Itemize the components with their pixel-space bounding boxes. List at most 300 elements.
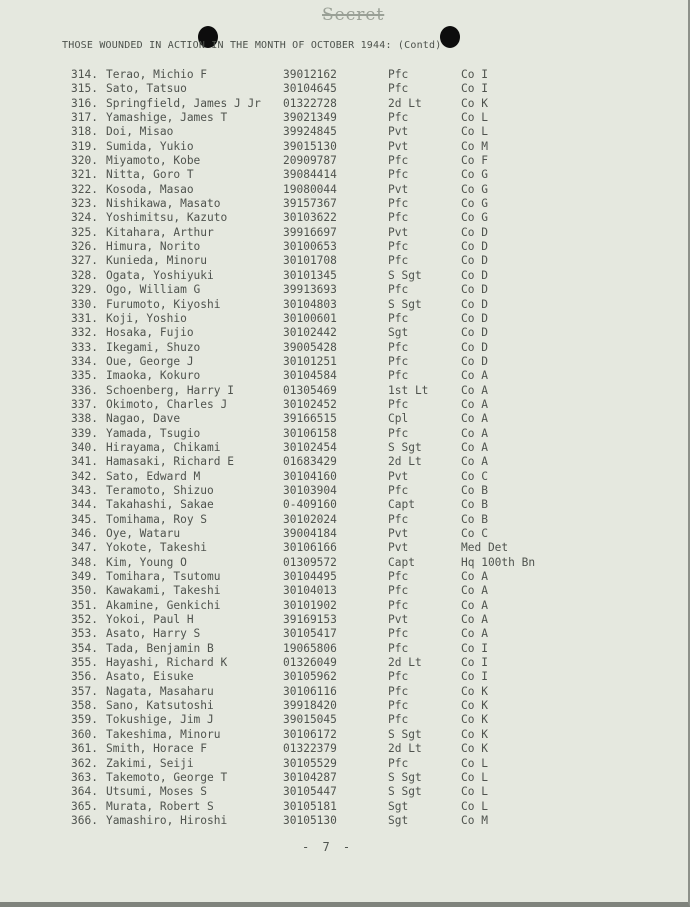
serial-number: 39084414 — [283, 168, 337, 182]
soldier-name: Smith, Horace F — [106, 742, 208, 756]
table-row — [0, 670, 690, 684]
serial-number: 30101902 — [283, 598, 337, 612]
soldier-name: Asato, Eisuke — [106, 670, 194, 684]
unit: Co A — [461, 369, 488, 383]
entry-number: 351. — [71, 598, 98, 612]
entry-number: 355. — [71, 656, 98, 670]
serial-number: 20909787 — [283, 154, 337, 168]
serial-number: 39166515 — [283, 412, 337, 426]
entry-number: 344. — [71, 498, 98, 512]
entry-number: 325. — [71, 225, 98, 239]
unit: Co D — [461, 254, 488, 268]
rank: S Sgt — [388, 727, 422, 741]
table-row — [0, 685, 690, 699]
unit: Co K — [461, 699, 488, 713]
table-row — [0, 312, 690, 326]
unit: Co D — [461, 225, 488, 239]
soldier-name: Hamasaki, Richard E — [106, 455, 234, 469]
unit: Co L — [461, 770, 488, 784]
unit: Co I — [461, 82, 488, 96]
entry-number: 327. — [71, 254, 98, 268]
serial-number: 30102452 — [283, 397, 337, 411]
serial-number: 30104160 — [283, 469, 337, 483]
soldier-name: Takeshima, Minoru — [106, 727, 221, 741]
rank: Pfc — [388, 68, 409, 81]
unit: Co A — [461, 613, 488, 627]
serial-number: 30105962 — [283, 670, 337, 684]
unit: Co K — [461, 96, 488, 110]
table-row — [0, 398, 690, 412]
unit: Co D — [461, 340, 488, 354]
table-row — [0, 785, 690, 799]
entry-number: 365. — [71, 799, 98, 813]
unit: Co D — [461, 311, 488, 325]
soldier-name: Sano, Katsutoshi — [106, 699, 214, 713]
soldier-name: Tomihama, Roy S — [106, 512, 208, 526]
table-row — [0, 355, 690, 369]
rank: Pfc — [388, 670, 409, 684]
serial-number: 39015045 — [283, 713, 337, 727]
serial-number: 39012162 — [283, 68, 337, 81]
entry-number: 314. — [71, 68, 98, 81]
rank: Sgt — [388, 799, 409, 813]
serial-number: 30106116 — [283, 684, 337, 698]
soldier-name: Doi, Misao — [106, 125, 174, 139]
page-number: - 7 - — [302, 840, 354, 854]
entry-number: 338. — [71, 412, 98, 426]
soldier-name: Yokote, Takeshi — [106, 541, 208, 555]
table-row — [0, 298, 690, 312]
soldier-name: Murata, Robert S — [106, 799, 214, 813]
unit: Co K — [461, 684, 488, 698]
unit: Co I — [461, 641, 488, 655]
soldier-name: Yamashiro, Hiroshi — [106, 813, 228, 827]
rank: Pfc — [388, 598, 409, 612]
unit: Co L — [461, 125, 488, 139]
unit: Co D — [461, 326, 488, 340]
entry-number: 357. — [71, 684, 98, 698]
rank: Pfc — [388, 483, 409, 497]
serial-number: 19065806 — [283, 641, 337, 655]
rank: Pfc — [388, 254, 409, 268]
unit: Co K — [461, 742, 488, 756]
entry-number: 328. — [71, 268, 98, 282]
unit: Co A — [461, 598, 488, 612]
rank: Cpl — [388, 412, 409, 426]
rank: Pfc — [388, 641, 409, 655]
serial-number: 30101345 — [283, 268, 337, 282]
table-row — [0, 125, 690, 139]
unit: Co B — [461, 483, 488, 497]
rank: Pfc — [388, 340, 409, 354]
unit: Co D — [461, 283, 488, 297]
table-row — [0, 197, 690, 211]
rank: 2d Lt — [388, 656, 422, 670]
entry-number: 364. — [71, 785, 98, 799]
soldier-name: Tomihara, Tsutomu — [106, 570, 221, 584]
unit: Co I — [461, 670, 488, 684]
unit: Co A — [461, 412, 488, 426]
entry-number: 322. — [71, 182, 98, 196]
rank: Pfc — [388, 397, 409, 411]
table-row — [0, 412, 690, 426]
entry-number: 343. — [71, 483, 98, 497]
unit: Co L — [461, 756, 488, 770]
soldier-name: Hirayama, Chikami — [106, 440, 221, 454]
rank: Sgt — [388, 813, 409, 827]
serial-number: 30104013 — [283, 584, 337, 598]
soldier-name: Sato, Tatsuo — [106, 82, 187, 96]
soldier-name: Nitta, Goro T — [106, 168, 194, 182]
soldier-name: Utsumi, Moses S — [106, 785, 208, 799]
entry-number: 348. — [71, 555, 98, 569]
serial-number: 39913693 — [283, 283, 337, 297]
table-row — [0, 341, 690, 355]
serial-number: 30101708 — [283, 254, 337, 268]
rank: 2d Lt — [388, 742, 422, 756]
unit: Co G — [461, 211, 488, 225]
rank: Pfc — [388, 713, 409, 727]
table-row — [0, 326, 690, 340]
soldier-name: Hayashi, Richard K — [106, 656, 228, 670]
serial-number: 39157367 — [283, 197, 337, 211]
table-row — [0, 800, 690, 814]
serial-number: 30102024 — [283, 512, 337, 526]
table-row — [0, 369, 690, 383]
soldier-name: Sato, Edward M — [106, 469, 201, 483]
entry-number: 324. — [71, 211, 98, 225]
entry-number: 361. — [71, 742, 98, 756]
table-row — [0, 97, 690, 111]
entry-number: 347. — [71, 541, 98, 555]
entry-number: 352. — [71, 613, 98, 627]
unit: Co C — [461, 469, 488, 483]
rank: Pvt — [388, 527, 409, 540]
soldier-name: Tokushige, Jim J — [106, 713, 214, 727]
table-row — [0, 154, 690, 168]
serial-number: 30102442 — [283, 326, 337, 340]
page-header: THOSE WOUNDED IN ACTION IN THE MONTH OF OCTOBER 1944: (Contd) — [62, 40, 442, 51]
serial-number: 30100653 — [283, 240, 337, 254]
table-row — [0, 584, 690, 598]
table-row — [0, 82, 690, 96]
serial-number: 30100601 — [283, 311, 337, 325]
serial-number: 39169153 — [283, 613, 337, 627]
unit: Med Det — [461, 541, 509, 555]
entry-number: 320. — [71, 154, 98, 168]
unit: Co M — [461, 813, 488, 827]
table-row — [0, 498, 690, 512]
entry-number: 335. — [71, 369, 98, 383]
unit: Co D — [461, 297, 488, 311]
soldier-name: Kosoda, Masao — [106, 182, 194, 196]
table-row — [0, 541, 690, 555]
serial-number: 30104803 — [283, 297, 337, 311]
rank: Pfc — [388, 240, 409, 254]
rank: Pfc — [388, 354, 409, 368]
entry-number: 334. — [71, 354, 98, 368]
table-row — [0, 427, 690, 441]
table-row — [0, 642, 690, 656]
soldier-name: Nagata, Masaharu — [106, 684, 214, 698]
serial-number: 39005428 — [283, 340, 337, 354]
serial-number: 30105417 — [283, 627, 337, 641]
soldier-name: Sumida, Yukio — [106, 139, 194, 153]
serial-number: 30103622 — [283, 211, 337, 225]
rank: S Sgt — [388, 770, 422, 784]
rank: Pfc — [388, 512, 409, 526]
table-row — [0, 699, 690, 713]
soldier-name: Yokoi, Paul H — [106, 613, 194, 627]
entry-number: 318. — [71, 125, 98, 139]
soldier-name: Takemoto, George T — [106, 770, 228, 784]
soldier-name: Asato, Harry S — [106, 627, 201, 641]
unit: Co A — [461, 584, 488, 598]
rank: S Sgt — [388, 268, 422, 282]
rank: Pfc — [388, 82, 409, 96]
entry-number: 363. — [71, 770, 98, 784]
serial-number: 30105130 — [283, 813, 337, 827]
soldier-name: Tada, Benjamin B — [106, 641, 214, 655]
serial-number: 39924845 — [283, 125, 337, 139]
soldier-name: Zakimi, Seiji — [106, 756, 194, 770]
rank: Pfc — [388, 699, 409, 713]
soldier-name: Ikegami, Shuzo — [106, 340, 201, 354]
rank: Pfc — [388, 369, 409, 383]
soldier-name: Koji, Yoshio — [106, 311, 187, 325]
unit: Co D — [461, 268, 488, 282]
entry-number: 354. — [71, 641, 98, 655]
rank: Sgt — [388, 326, 409, 340]
unit: Co A — [461, 570, 488, 584]
entry-number: 359. — [71, 713, 98, 727]
rank: Pvt — [388, 225, 409, 239]
rank: Pfc — [388, 111, 409, 125]
soldier-name: Yamada, Tsugio — [106, 426, 201, 440]
soldier-name: Hosaka, Fujio — [106, 326, 194, 340]
serial-number: 30103904 — [283, 483, 337, 497]
rank: Pfc — [388, 756, 409, 770]
soldier-name: Akamine, Genkichi — [106, 598, 221, 612]
entry-number: 316. — [71, 96, 98, 110]
serial-number: 01309572 — [283, 555, 337, 569]
unit: Co D — [461, 240, 488, 254]
table-row — [0, 527, 690, 541]
table-row — [0, 384, 690, 398]
unit: Co F — [461, 154, 488, 168]
soldier-name: Yamashige, James T — [106, 111, 228, 125]
serial-number: 0-409160 — [283, 498, 337, 512]
rank: Pfc — [388, 154, 409, 168]
entry-number: 319. — [71, 139, 98, 153]
table-row — [0, 599, 690, 613]
rank: Pfc — [388, 211, 409, 225]
rank: 2d Lt — [388, 455, 422, 469]
rank: Capt — [388, 498, 415, 512]
rank: Pfc — [388, 684, 409, 698]
entry-number: 358. — [71, 699, 98, 713]
table-row — [0, 556, 690, 570]
unit: Co L — [461, 785, 488, 799]
soldier-name: Springfield, James J Jr — [106, 96, 261, 110]
unit: Co K — [461, 727, 488, 741]
rank: Pvt — [388, 541, 409, 555]
table-row — [0, 656, 690, 670]
rank: 2d Lt — [388, 96, 422, 110]
unit: Co I — [461, 656, 488, 670]
entry-number: 342. — [71, 469, 98, 483]
table-row — [0, 254, 690, 268]
entry-number: 332. — [71, 326, 98, 340]
serial-number: 30102454 — [283, 440, 337, 454]
serial-number: 30106158 — [283, 426, 337, 440]
rank: S Sgt — [388, 297, 422, 311]
soldier-name: Takahashi, Sakae — [106, 498, 214, 512]
serial-number: 30104287 — [283, 770, 337, 784]
rank: Pvt — [388, 469, 409, 483]
unit: Co K — [461, 713, 488, 727]
entry-number: 356. — [71, 670, 98, 684]
punch-hole — [440, 26, 460, 48]
table-row — [0, 814, 690, 828]
serial-number: 01305469 — [283, 383, 337, 397]
table-row — [0, 728, 690, 742]
entry-number: 349. — [71, 570, 98, 584]
unit: Co G — [461, 197, 488, 211]
unit: Co B — [461, 512, 488, 526]
entry-number: 326. — [71, 240, 98, 254]
rank: Pfc — [388, 426, 409, 440]
table-row — [0, 140, 690, 154]
unit: Co L — [461, 111, 488, 125]
entry-number: 337. — [71, 397, 98, 411]
soldier-name: Oye, Wataru — [106, 527, 181, 540]
unit: Co A — [461, 455, 488, 469]
soldier-name: Schoenberg, Harry I — [106, 383, 234, 397]
rank: Capt — [388, 555, 415, 569]
serial-number: 39004184 — [283, 527, 337, 540]
table-row — [0, 613, 690, 627]
serial-number: 39015130 — [283, 139, 337, 153]
rank: Pfc — [388, 570, 409, 584]
table-row — [0, 441, 690, 455]
rank: Pvt — [388, 125, 409, 139]
unit: Co G — [461, 182, 488, 196]
entry-number: 339. — [71, 426, 98, 440]
soldier-name: Oue, George J — [106, 354, 194, 368]
serial-number: 39916697 — [283, 225, 337, 239]
roster-list — [0, 68, 690, 828]
serial-number: 19080044 — [283, 182, 337, 196]
entry-number: 331. — [71, 311, 98, 325]
serial-number: 39021349 — [283, 111, 337, 125]
unit: Co A — [461, 627, 488, 641]
table-row — [0, 68, 690, 82]
rank: Pvt — [388, 613, 409, 627]
serial-number: 01326049 — [283, 656, 337, 670]
entry-number: 340. — [71, 440, 98, 454]
soldier-name: Teramoto, Shizuo — [106, 483, 214, 497]
entry-number: 329. — [71, 283, 98, 297]
entry-number: 317. — [71, 111, 98, 125]
unit: Co M — [461, 139, 488, 153]
serial-number: 01683429 — [283, 455, 337, 469]
table-row — [0, 211, 690, 225]
soldier-name: Ogata, Yoshiyuki — [106, 268, 214, 282]
serial-number: 30106166 — [283, 541, 337, 555]
entry-number: 362. — [71, 756, 98, 770]
table-row — [0, 111, 690, 125]
unit: Co C — [461, 527, 488, 540]
entry-number: 315. — [71, 82, 98, 96]
classification-stamp: Secret — [322, 5, 385, 25]
table-row — [0, 283, 690, 297]
serial-number: 30101251 — [283, 354, 337, 368]
unit: Hq 100th Bn — [461, 555, 536, 569]
soldier-name: Miyamoto, Kobe — [106, 154, 201, 168]
rank: Pvt — [388, 139, 409, 153]
rank: Pfc — [388, 584, 409, 598]
table-row — [0, 513, 690, 527]
entry-number: 353. — [71, 627, 98, 641]
serial-number: 30104584 — [283, 369, 337, 383]
soldier-name: Imaoka, Kokuro — [106, 369, 201, 383]
entry-number: 336. — [71, 383, 98, 397]
table-row — [0, 226, 690, 240]
soldier-name: Terao, Michio F — [106, 68, 208, 81]
table-row — [0, 168, 690, 182]
table-row — [0, 742, 690, 756]
serial-number: 39918420 — [283, 699, 337, 713]
table-row — [0, 771, 690, 785]
table-row — [0, 269, 690, 283]
entry-number: 345. — [71, 512, 98, 526]
entry-number: 333. — [71, 340, 98, 354]
table-row — [0, 455, 690, 469]
soldier-name: Nishikawa, Masato — [106, 197, 221, 211]
soldier-name: Okimoto, Charles J — [106, 397, 228, 411]
rank: S Sgt — [388, 785, 422, 799]
unit: Co A — [461, 397, 488, 411]
entry-number: 366. — [71, 813, 98, 827]
unit: Co D — [461, 354, 488, 368]
serial-number: 30105447 — [283, 785, 337, 799]
unit: Co B — [461, 498, 488, 512]
rank: Pfc — [388, 311, 409, 325]
soldier-name: Nagao, Dave — [106, 412, 181, 426]
table-row — [0, 183, 690, 197]
soldier-name: Yoshimitsu, Kazuto — [106, 211, 228, 225]
table-row — [0, 627, 690, 641]
unit: Co A — [461, 383, 488, 397]
table-row — [0, 240, 690, 254]
unit: Co G — [461, 168, 488, 182]
rank: Pfc — [388, 283, 409, 297]
soldier-name: Kawakami, Takeshi — [106, 584, 221, 598]
table-row — [0, 570, 690, 584]
table-row — [0, 470, 690, 484]
serial-number: 30104645 — [283, 82, 337, 96]
table-row — [0, 713, 690, 727]
serial-number: 30104495 — [283, 570, 337, 584]
table-row — [0, 484, 690, 498]
table-row — [0, 757, 690, 771]
unit: Co L — [461, 799, 488, 813]
rank: Pfc — [388, 197, 409, 211]
entry-number: 341. — [71, 455, 98, 469]
soldier-name: Kim, Young O — [106, 555, 187, 569]
serial-number: 30105529 — [283, 756, 337, 770]
